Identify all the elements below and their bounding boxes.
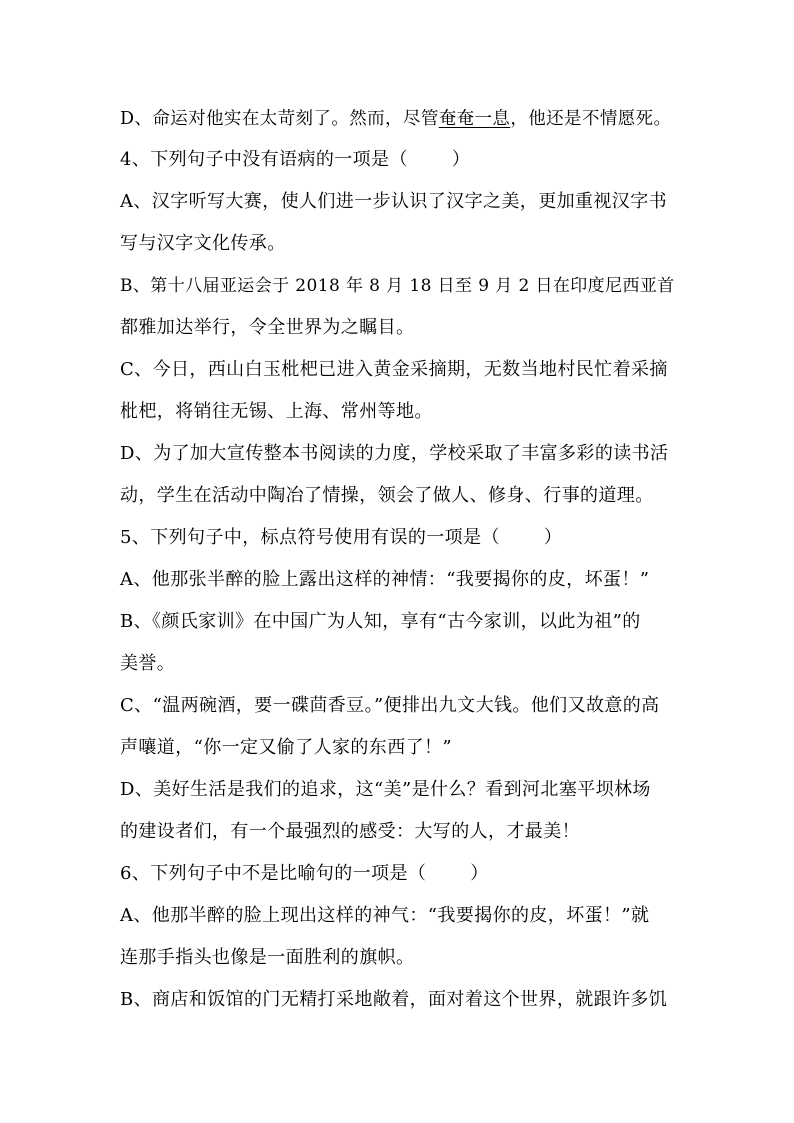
question-text: 4、下列句子中没有语病的一项是（ [120, 149, 408, 170]
answer-bracket-close: ） [543, 527, 563, 548]
option-a-q5: A、他那张半醉的脸上露出这样的神情：“我要揭你的皮，坏蛋！” [120, 569, 650, 590]
option-b-q4-line2: 都雅加达举行，令全世界为之瞩目。 [120, 317, 415, 338]
option-b-q5-line2: 美誉。 [120, 653, 176, 674]
option-d-q4-line1: D、为了加大宣传整本书阅读的力度，学校采取了丰富多彩的读书活 [120, 443, 669, 464]
option-c-q4-line2: 枇杷，将销往无锡、上海、常州等地。 [120, 401, 433, 422]
option-c-q5-line1: C、“温两碗酒，要一碟茴香豆。”便排出九文大钱。他们又故意的高 [120, 695, 660, 716]
option-c-q5-line2: 声嚷道，“你一定又偷了人家的东西了！” [120, 737, 453, 758]
option-c-q4-line1: C、今日，西山白玉枇杷已进入黄金采摘期，无数当地村民忙着采摘 [120, 359, 668, 380]
option-a-q4-line2: 写与汉字文化传承。 [120, 233, 286, 254]
answer-bracket-close: ） [470, 863, 489, 884]
option-d-q4-line2: 动，学生在活动中陶冶了情操，领会了做人、修身、行事的道理。 [120, 485, 654, 506]
option-d-q5-line2: 的建设者们，有一个最强烈的感受：大写的人，才最美！ [120, 821, 580, 842]
answer-bracket-close: ） [451, 149, 471, 170]
question-6 [120, 862, 489, 886]
option-a-q6-line2: 连那手指头也像是一面胜利的旗帜。 [120, 947, 415, 968]
option-a-q4-line1: A、汉字听写大赛，使人们进一步认识了汉字之美，更加重视汉字书 [120, 191, 667, 212]
question-5 [120, 526, 562, 550]
question-text: 5、下列句子中，标点符号使用有误的一项是（ [120, 527, 500, 548]
question-text: 6、下列句子中不是比喻句的一项是（ [120, 863, 427, 884]
underlined-phrase: 奄奄一息 [438, 109, 511, 129]
option-b-q5-line1: B、《颜氏家训》在中国广为人知，享有“古今家训，以此为祖”的 [120, 611, 641, 632]
text-segment: ，他还是不情愿死。 [510, 109, 672, 129]
option-a-q6-line1: A、他那半醉的脸上现出这样的神气：“我要揭你的皮，坏蛋！”就 [120, 905, 650, 926]
text-segment: D、命运对他实在太苛刻了。然而，尽管 [120, 109, 439, 129]
question-4 [120, 148, 470, 172]
option-b-q6-line1: B、商店和饭馆的门无精打采地敞着，面对着这个世界，就跟许多饥 [120, 989, 668, 1010]
option-d-q3 [120, 107, 671, 131]
option-b-q4-line1: B、第十八届亚运会于 2018 年 8 月 18 日至 9 月 2 日在印度尼西亚首 [120, 276, 675, 296]
option-d-q5-line1: D、美好生活是我们的追求，这“美”是什么？看到河北塞平坝林场 [120, 779, 651, 800]
